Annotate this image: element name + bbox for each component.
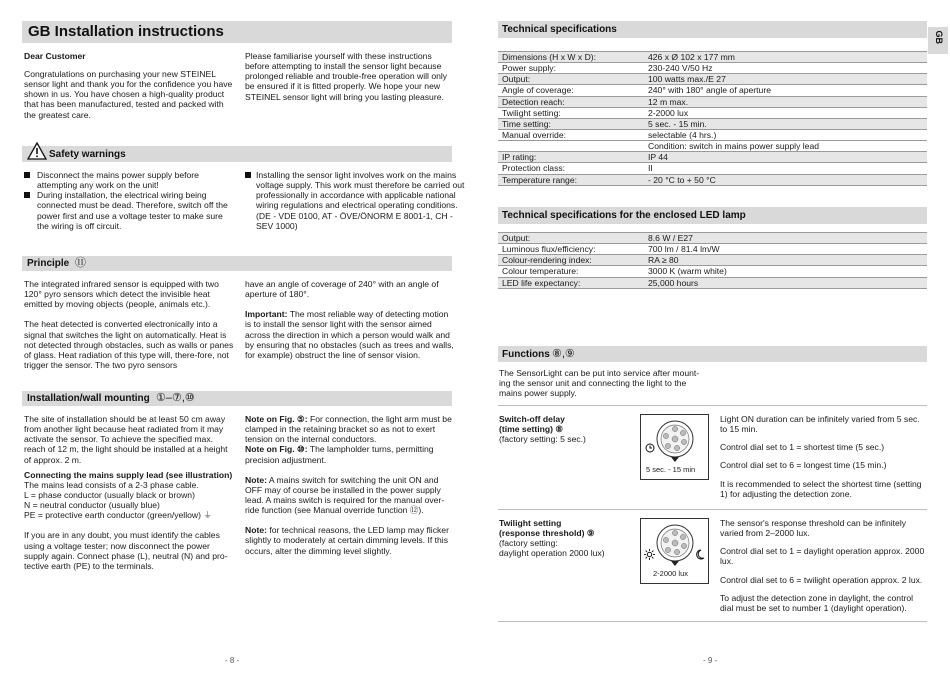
table-row bbox=[498, 118, 927, 129]
safety-item-text: During installation, the electrical wiring being connected must be dead. Therefore, switch off the power first and use a voltage tester to make sure the wiring is off circuit. bbox=[37, 190, 228, 231]
twilight-desc bbox=[720, 518, 925, 613]
installation-text: The mains lead consists of a 2-3 phase cable. bbox=[24, 479, 199, 490]
switchoff-label bbox=[499, 414, 619, 444]
table-cell-label: Output: bbox=[498, 74, 644, 85]
note-mains-switch: Note: A mains switch for switching the unit ON and OFF may of course be installed in the power supply lead. A mains switch is required for the manual over-ride function (see Manual override function ⑫). bbox=[245, 474, 445, 516]
table-cell-label: Detection reach: bbox=[498, 96, 644, 107]
safety-warnings-bar bbox=[22, 146, 452, 162]
table-cell-label: Colour temperature: bbox=[498, 266, 644, 277]
table-cell-value: 700 lm / 81.4 lm/W bbox=[644, 244, 927, 255]
tech-spec-bar bbox=[498, 21, 927, 38]
list-item bbox=[24, 170, 236, 190]
twilight-desc-line: Control dial set to 1 = daylight operation approx. 2000 lux. bbox=[720, 546, 925, 567]
table-cell-value: 5 sec. - 15 min. bbox=[644, 118, 927, 129]
principle-title: Principle bbox=[27, 258, 70, 269]
table-row bbox=[498, 244, 927, 255]
gb-side-tab-label: GB bbox=[934, 30, 945, 45]
table-cell-label: Time setting: bbox=[498, 118, 644, 129]
switchoff-desc-line: Control dial set to 6 = longest time (15 min.) bbox=[720, 460, 887, 471]
table-cell-value: Condition: switch in mains power supply lead bbox=[644, 141, 927, 152]
table-cell-value: 2-2000 lux bbox=[644, 107, 927, 118]
twilight-factory: daylight operation 2000 lux) bbox=[499, 548, 605, 559]
table-cell-label: Temperature range: bbox=[498, 174, 644, 185]
time-setting-dial-box bbox=[640, 414, 709, 480]
table-row bbox=[498, 266, 927, 277]
twilight-desc-line: The sensor's response threshold can be infinitely varied from 2–2000 lux. bbox=[720, 518, 907, 539]
table-row bbox=[498, 163, 927, 174]
safety-item-text: Installing the sensor light involves work on the mains voltage supply. This work must therefore be carried out professionally in accordance with applicable national wiring regulations and electrical operating conditions. (DE - VDE 0100, AT - ÖVE/ÖNORM E 8001-1, CH - SEV 1000) bbox=[256, 170, 465, 231]
bullet bbox=[24, 172, 30, 178]
table-cell-label: Output: bbox=[498, 233, 644, 244]
list-item bbox=[24, 190, 236, 231]
table-cell-value: 100 watts max./E 27 bbox=[644, 74, 927, 85]
principle-bar bbox=[22, 256, 452, 271]
principle-col1 bbox=[24, 279, 234, 370]
bullet bbox=[24, 192, 30, 198]
switchoff-dial-label: 5 sec. - 15 min bbox=[646, 465, 696, 474]
sun-icon bbox=[644, 549, 655, 562]
table-cell-value: 230-240 V/50 Hz bbox=[644, 63, 927, 74]
table-row bbox=[498, 233, 927, 244]
table-row bbox=[498, 129, 927, 140]
note-flicker: Note: for technical reasons, the LED lamp may flicker slightly to moderately at certain dimming levels. If this occurs, alter the dimming level slightly. bbox=[245, 525, 449, 556]
table-cell-value: selectable (4 hrs.) bbox=[644, 129, 927, 140]
page-number-right: - 9 - bbox=[703, 656, 718, 665]
table-cell-value: 12 m max. bbox=[644, 96, 927, 107]
table-row bbox=[498, 74, 927, 85]
table-cell-label: Protection class: bbox=[498, 163, 644, 174]
led-spec-bar bbox=[498, 207, 927, 224]
switchoff-factory: (factory setting: 5 sec.) bbox=[499, 434, 586, 445]
functions-title: Functions bbox=[502, 349, 550, 360]
functions-intro: The SensorLight can be put into service after mount-ing the sensor unit and connecting the light to the mains power supply. bbox=[499, 368, 700, 399]
led-spec-table bbox=[498, 232, 927, 289]
table-row bbox=[498, 277, 927, 288]
table-cell-label: Luminous flux/efficiency: bbox=[498, 244, 644, 255]
table-cell-value: 240° with 180° angle of aperture bbox=[644, 85, 927, 96]
principle-text: The heat detected is converted electronically into a signal that switches the light on automatically. Heat is not detected through obstacles, such as walls or panes of glass. Heat radiation of this type will, there-fore, not trigger the sensor. The two pyro sensors bbox=[24, 319, 234, 370]
table-row bbox=[498, 152, 927, 163]
installation-text: If you are in any doubt, you must identify the cables using a voltage tester; now disconnect the power supply again. Connect phase (L), neutral (N) and pro-tective earth (PE) to the terminals. bbox=[24, 530, 228, 571]
twilight-dial-label: 2-2000 lux bbox=[653, 569, 689, 578]
page-title: GB Installation instructions bbox=[28, 23, 224, 40]
table-cell-label: Dimensions (H x W x D): bbox=[498, 52, 644, 63]
bullet bbox=[245, 172, 251, 178]
table-cell-label: Twilight setting: bbox=[498, 107, 644, 118]
switchoff-subtitle: (time setting) ⑧ bbox=[499, 424, 564, 435]
twilight-dial-box bbox=[640, 518, 709, 584]
moon-icon bbox=[695, 549, 705, 562]
page-title-bar bbox=[22, 21, 452, 43]
principle-text: The integrated infrared sensor is equipped with two 120° pyro sensors which detect the invisible heat emitted by moving objects (people, animals etc.). bbox=[24, 279, 219, 310]
table-cell-value: 25,000 hours bbox=[644, 277, 927, 288]
table-cell-label: LED life expectancy: bbox=[498, 277, 644, 288]
principle-col2 bbox=[245, 279, 455, 360]
page-number-left: - 8 - bbox=[225, 656, 240, 665]
table-cell-label: Colour-rendering index: bbox=[498, 255, 644, 266]
installation-ref: ①–⑦,⑩ bbox=[156, 392, 195, 404]
table-cell-label: Angle of coverage: bbox=[498, 85, 644, 96]
divider bbox=[498, 405, 927, 406]
table-row bbox=[498, 63, 927, 74]
switchoff-desc-line: Light ON duration can be infinitely varied from 5 sec. to 15 min. bbox=[720, 414, 920, 435]
safety-warnings-title: Safety warnings bbox=[49, 149, 126, 160]
functions-bar bbox=[498, 346, 927, 362]
twilight-desc-line: Control dial set to 6 = twilight operation approx. 2 lux. bbox=[720, 574, 923, 585]
installation-bar bbox=[22, 391, 452, 406]
note-fig5: Note on Fig. ⑤: For connection, the light arm must be clamped in the retaining bracket so as not to exert tension on the internal conductors. bbox=[245, 414, 452, 445]
conductor-n: N = neutral conductor (usually blue) bbox=[24, 500, 160, 511]
table-row bbox=[498, 85, 927, 96]
principle-ref: ⑪ bbox=[75, 257, 86, 269]
twilight-subtitle: (response threshold) ⑨ bbox=[499, 528, 595, 539]
safety-col1 bbox=[24, 170, 236, 231]
table-cell-value: II bbox=[644, 163, 927, 174]
twilight-title: Twilight setting bbox=[499, 518, 562, 528]
conductor-pe: PE = protective earth conductor (green/yellow) ⏚ bbox=[24, 510, 212, 521]
principle-important: Important: The most reliable way of detecting motion is to install the sensor light with the sensor aimed across the direction in which a person would walk and by ensuring that no obstacles (such as trees and walls, for example) obstruct the line of sensor vision. bbox=[245, 309, 454, 360]
table-cell-value: RA ≥ 80 bbox=[644, 255, 927, 266]
installation-col1 bbox=[24, 414, 236, 571]
table-cell-value: - 20 °C to + 50 °C bbox=[644, 174, 927, 185]
installation-col2 bbox=[245, 414, 457, 556]
clock-icon bbox=[645, 443, 655, 455]
tech-spec-table bbox=[498, 51, 927, 186]
twilight-desc-line: To adjust the detection zone in daylight, the control dial must be set to number 1 (daylight operation). bbox=[720, 592, 914, 613]
intro-col2: Please familiarise yourself with these instructions before attempting to install the sensor light because prolonged reliable and trouble-free operation will only be ensured if it is fitted properly. We hope your new STEINEL sensor light will bring you lasting pleasure. bbox=[245, 51, 448, 102]
functions-ref: ⑧,⑨ bbox=[552, 348, 575, 360]
table-row bbox=[498, 255, 927, 266]
warning-triangle-icon bbox=[27, 142, 47, 162]
table-cell-value: 8.6 W / E27 bbox=[644, 233, 927, 244]
table-row bbox=[498, 96, 927, 107]
installation-text: The site of installation should be at least 50 cm away from another light because heat radiated from it may activate the sensor. To achieve the specified max. reach of 12 m, the light should be installed at a height of approx. 2 m. bbox=[24, 414, 228, 465]
twilight-label bbox=[499, 518, 629, 559]
table-cell-value: 3000 K (warm white) bbox=[644, 266, 927, 277]
table-cell-label: Power supply: bbox=[498, 63, 644, 74]
installation-subheading: Connecting the mains supply lead (see illustration) bbox=[24, 469, 233, 480]
switchoff-desc-line: Control dial set to 1 = shortest time (5 sec.) bbox=[720, 442, 885, 453]
table-cell-label: IP rating: bbox=[498, 152, 644, 163]
table-cell-label: Manual override: bbox=[498, 129, 644, 140]
twilight-factory: (factory setting: bbox=[499, 538, 558, 549]
table-row bbox=[498, 141, 927, 152]
dear-customer-heading: Dear Customer bbox=[24, 51, 86, 61]
principle-text: have an angle of coverage of 240° with an angle of aperture of 180°. bbox=[245, 279, 439, 300]
switchoff-desc bbox=[720, 414, 925, 499]
table-cell-value: 426 x Ø 102 x 177 mm bbox=[644, 52, 927, 63]
table-row bbox=[498, 174, 927, 185]
table-row bbox=[498, 107, 927, 118]
switchoff-title: Switch-off delay bbox=[499, 414, 565, 424]
led-spec-title: Technical specifications for the enclosed LED lamp bbox=[502, 210, 746, 221]
divider bbox=[498, 509, 927, 510]
conductor-l: L = phase conductor (usually black or brown) bbox=[24, 489, 195, 500]
safety-col2 bbox=[245, 170, 468, 231]
divider bbox=[498, 621, 927, 622]
table-cell-label bbox=[498, 141, 644, 152]
table-cell-value: IP 44 bbox=[644, 152, 927, 163]
gb-side-tab bbox=[928, 27, 948, 54]
safety-item-text: Disconnect the mains power supply before attempting any work on the unit! bbox=[37, 170, 199, 191]
intro-col1: Congratulations on purchasing your new STEINEL sensor light and thank you for the confidence you have shown in us. You have chosen a high-quality product that has been manufactured, tested and packed with the greatest care. bbox=[24, 69, 233, 120]
time-setting-dial bbox=[641, 415, 708, 465]
tech-spec-title: Technical specifications bbox=[502, 24, 617, 35]
table-row bbox=[498, 52, 927, 63]
installation-title: Installation/wall mounting bbox=[27, 393, 150, 404]
switchoff-desc-line: It is recommended to select the shortest time (setting 1) for adjusting the detection zone. bbox=[720, 478, 922, 499]
note-fig10: Note on Fig. ⑩: The lampholder turns, permitting precision adjustment. bbox=[245, 444, 434, 465]
